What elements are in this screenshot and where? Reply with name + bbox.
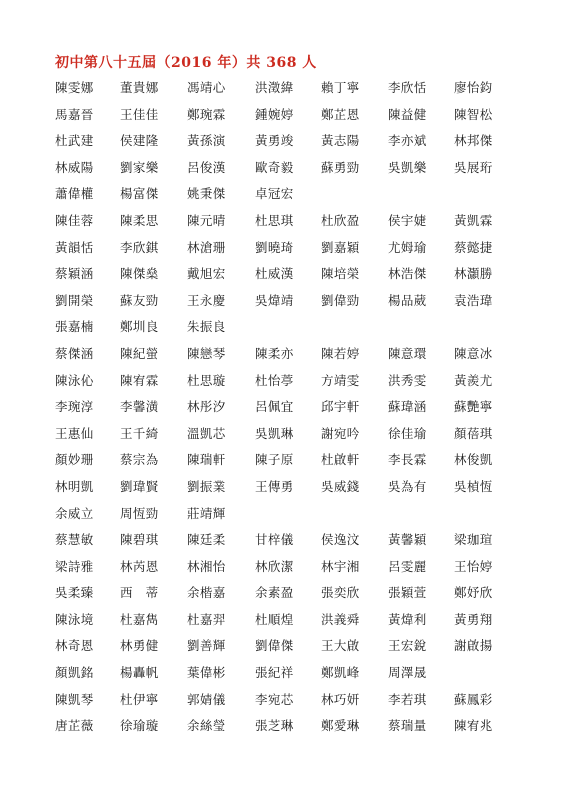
student-name: 梁珈瑄: [454, 532, 493, 548]
student-name: 黃志陽: [321, 133, 360, 149]
student-name: 賴丁寧: [321, 80, 360, 95]
student-name: 鄭妤欣: [454, 585, 493, 601]
student-name: 蔡瑞量: [388, 718, 427, 734]
student-name: 杜思璇: [187, 372, 226, 388]
student-name: 余素盈: [255, 585, 294, 601]
student-name: 余絲瑩: [187, 718, 226, 734]
student-name: 杜嘉雋: [120, 611, 159, 627]
student-name: 陳凱琴: [55, 691, 94, 707]
student-name: 徐佳瑜: [388, 425, 427, 441]
student-name: 張嘉楠: [55, 319, 94, 335]
student-name: 杜欣盈: [321, 212, 360, 228]
student-name: 李欣恬: [388, 80, 427, 95]
student-name: 洪秀雯: [388, 372, 427, 388]
student-name: 陳子原: [255, 452, 294, 468]
student-name: 黃羨尤: [454, 372, 493, 388]
student-name: 王永慶: [187, 292, 226, 308]
student-name: 林滄珊: [187, 239, 226, 255]
student-name: 董貴娜: [120, 80, 159, 95]
student-name: 馬嘉晉: [55, 106, 94, 122]
roster-row: [55, 504, 555, 531]
roster-row: [55, 663, 555, 690]
student-name: 陳戀琴: [187, 345, 226, 361]
student-name: 杜順煌: [255, 611, 294, 627]
student-name: 吳柔臻: [55, 585, 94, 601]
student-name: 杜伊寧: [120, 691, 159, 707]
student-name: 林威陽: [55, 159, 94, 175]
student-name: 謝啟揚: [454, 638, 493, 654]
student-name: 林邦傑: [454, 133, 493, 149]
student-name: 李若琪: [388, 691, 427, 707]
roster-row: [55, 610, 555, 637]
student-name: 蔡傑涵: [55, 345, 94, 361]
student-name: 林彤汐: [187, 399, 226, 415]
student-name: 蘇勇勁: [321, 159, 360, 175]
student-name: 陳意環: [388, 345, 427, 361]
student-name: 王千綺: [120, 425, 159, 441]
roster-row: [55, 397, 555, 424]
student-name: 李馨潢: [120, 399, 159, 415]
roster-row: [55, 131, 555, 158]
student-name: 劉開榮: [55, 292, 94, 308]
student-name: 蘇艷寧: [454, 399, 493, 415]
student-name: 卓冠宏: [255, 186, 294, 202]
student-name: 杜威漢: [255, 266, 294, 282]
student-name: 楊富傑: [120, 186, 159, 202]
student-name: 邱宇軒: [321, 399, 360, 415]
student-name: 陳雯娜: [55, 80, 94, 95]
student-name: 李欣錤: [120, 239, 159, 255]
roster-row: [55, 716, 555, 743]
student-name: 鄭芷恩: [321, 106, 360, 122]
student-name: 呂佩宜: [255, 399, 294, 415]
student-name: 呂雯麗: [388, 558, 427, 574]
student-name: 杜啟軒: [321, 452, 360, 468]
student-name: 唐芷薇: [55, 718, 94, 734]
student-name: 劉嘉穎: [321, 239, 360, 255]
roster-row: [55, 211, 555, 238]
student-name: 杜嘉羿: [187, 611, 226, 627]
student-name: 洪澂緯: [255, 80, 294, 95]
student-name: 陳紀螢: [120, 345, 159, 361]
roster-row: [55, 317, 555, 344]
student-name: 鄭愛琳: [321, 718, 360, 734]
student-name: 李宛芯: [255, 691, 294, 707]
student-name: 陳宥兆: [454, 718, 493, 734]
roster-row: [55, 371, 555, 398]
student-roster: [55, 78, 555, 743]
student-name: 鍾婉婷: [255, 106, 294, 122]
student-name: 吳凱樂: [388, 159, 427, 175]
student-name: 鄭琬霖: [187, 106, 226, 122]
student-name: 吳煒靖: [255, 292, 294, 308]
student-name: 杜武建: [55, 133, 94, 149]
student-name: 林灝勝: [454, 266, 493, 282]
student-name: 黃勇翔: [454, 611, 493, 627]
student-name: 周恆勁: [120, 505, 159, 521]
student-name: 顏凱銘: [55, 665, 94, 681]
roster-row: [55, 477, 555, 504]
student-name: 蔡穎涵: [55, 266, 94, 282]
student-name: 謝宛吟: [321, 425, 360, 441]
student-name: 戴旭宏: [187, 266, 226, 282]
student-name: 陳傑燊: [120, 266, 159, 282]
student-name: 侯宇婕: [388, 212, 427, 228]
student-name: 張紀祥: [255, 665, 294, 681]
student-name: 蘇友勁: [120, 292, 159, 308]
student-name: 陳意冰: [454, 345, 493, 361]
student-name: 余威立: [55, 505, 94, 521]
student-name: 劉曉琦: [255, 239, 294, 255]
student-name: 吳楨恆: [454, 478, 493, 494]
student-name: 馮靖心: [187, 80, 226, 95]
student-name: 陳宥霖: [120, 372, 159, 388]
student-name: 黃孫演: [187, 133, 226, 149]
student-name: 甘梓儀: [255, 532, 294, 548]
roster-row: [55, 105, 555, 132]
student-name: 李亦斌: [388, 133, 427, 149]
student-name: 陳佳蓉: [55, 212, 94, 228]
student-name: 郭婧儀: [187, 691, 226, 707]
student-name: 林巧妍: [321, 691, 360, 707]
student-name: 陳泳境: [55, 611, 94, 627]
student-name: 溫凱芯: [187, 425, 226, 441]
student-name: 袁浩瑋: [454, 292, 493, 308]
student-name: 楊品葳: [388, 292, 427, 308]
student-name: 陳智松: [454, 106, 493, 122]
student-name: 黃勇竣: [255, 133, 294, 149]
student-name: 林欣潔: [255, 558, 294, 574]
student-name: 顏蓓琪: [454, 425, 493, 441]
student-name: 張奕欣: [321, 585, 360, 601]
student-name: 莊靖輝: [187, 505, 226, 521]
student-name: 王佳佳: [120, 106, 159, 122]
student-name: 鄭凱峰: [321, 665, 360, 681]
student-name: 黃馨穎: [388, 532, 427, 548]
student-name: 林宇湘: [321, 558, 360, 574]
student-name: 林俊凱: [454, 452, 493, 468]
student-name: 陳若婷: [321, 345, 360, 361]
student-name: 尤姆瑜: [388, 239, 427, 255]
roster-row: [55, 424, 555, 451]
roster-row: [55, 690, 555, 717]
student-name: 陳益健: [388, 106, 427, 122]
student-name: 林明凱: [55, 478, 94, 494]
student-name: 西 蒂: [120, 585, 159, 601]
student-name: 張穎萱: [388, 585, 427, 601]
student-name: 陳培榮: [321, 266, 360, 282]
student-name: 張芝琳: [255, 718, 294, 734]
student-name: 陳泳伈: [55, 372, 94, 388]
student-name: 楊轟帆: [120, 665, 159, 681]
student-name: 林湘怡: [187, 558, 226, 574]
student-name: 呂俊漢: [187, 159, 226, 175]
roster-row: [55, 264, 555, 291]
roster-row: [55, 238, 555, 265]
student-name: 葉偉彬: [187, 665, 226, 681]
student-name: 劉家樂: [120, 159, 159, 175]
student-name: 姚秉傑: [187, 186, 226, 202]
student-name: 李長霖: [388, 452, 427, 468]
page-title: 初中第八十五屆（2016 年）共 368 人: [55, 55, 317, 71]
student-name: 余楷嘉: [187, 585, 226, 601]
student-name: 劉善輝: [187, 638, 226, 654]
student-name: 徐瑜璇: [120, 718, 159, 734]
student-name: 黃煒利: [388, 611, 427, 627]
student-name: 吳威錢: [321, 478, 360, 494]
student-name: 侯逸汶: [321, 532, 360, 548]
student-name: 蕭偉權: [55, 186, 94, 202]
student-name: 顏妙珊: [55, 452, 94, 468]
student-name: 李琬淳: [55, 399, 94, 415]
student-name: 劉偉傑: [255, 638, 294, 654]
student-name: 王傳勇: [255, 478, 294, 494]
student-name: 洪義舜: [321, 611, 360, 627]
roster-row: [55, 78, 555, 105]
student-name: 杜思琪: [255, 212, 294, 228]
student-name: 周澤晟: [388, 665, 427, 681]
student-name: 林奇恩: [55, 638, 94, 654]
student-name: 梁詩雅: [55, 558, 94, 574]
roster-row: [55, 184, 555, 211]
student-name: 陳柔亦: [255, 345, 294, 361]
student-name: 鄭圳良: [120, 319, 159, 335]
student-name: 劉振業: [187, 478, 226, 494]
roster-row: [55, 583, 555, 610]
student-name: 侯建隆: [120, 133, 159, 149]
roster-row: [55, 158, 555, 185]
roster-row: [55, 291, 555, 318]
student-name: 杜怡葶: [255, 372, 294, 388]
student-name: 吳為有: [388, 478, 427, 494]
student-name: 陳瑞軒: [187, 452, 226, 468]
student-name: 陳廷柔: [187, 532, 226, 548]
student-name: 黃凱霖: [454, 212, 493, 228]
student-name: 蘇鳳彩: [454, 691, 493, 707]
student-name: 蔡慧敏: [55, 532, 94, 548]
student-name: 蔡宗為: [120, 452, 159, 468]
student-name: 蘇瑋涵: [388, 399, 427, 415]
student-name: 吳凱琳: [255, 425, 294, 441]
student-name: 方靖雯: [321, 372, 360, 388]
roster-row: [55, 557, 555, 584]
student-name: 林芮恩: [120, 558, 159, 574]
student-name: 吳展珩: [454, 159, 493, 175]
student-name: 林浩傑: [388, 266, 427, 282]
student-name: 廖怡鈞: [454, 80, 493, 95]
student-name: 王宏銳: [388, 638, 427, 654]
student-name: 王怡婷: [454, 558, 493, 574]
student-name: 蔡懿捷: [454, 239, 493, 255]
student-name: 劉瑋賢: [120, 478, 159, 494]
student-name: 林勇健: [120, 638, 159, 654]
student-name: 陳碧琪: [120, 532, 159, 548]
student-name: 陳元晴: [187, 212, 226, 228]
student-name: 劉偉勁: [321, 292, 360, 308]
student-name: 王大啟: [321, 638, 360, 654]
student-name: 朱振良: [187, 319, 226, 335]
student-name: 黃韻恬: [55, 239, 94, 255]
student-name: 歐奇毅: [255, 159, 294, 175]
student-name: 陳柔思: [120, 212, 159, 228]
roster-row: [55, 636, 555, 663]
student-name: 王惠仙: [55, 425, 94, 441]
roster-row: [55, 450, 555, 477]
roster-row: [55, 344, 555, 371]
roster-row: [55, 530, 555, 557]
